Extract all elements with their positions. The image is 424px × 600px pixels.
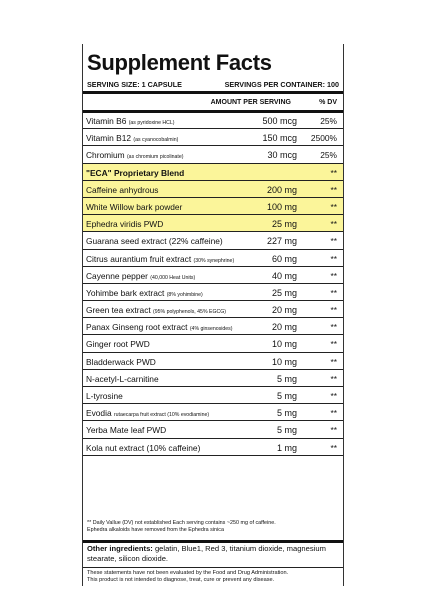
ingredient-amount: 30 mcg — [267, 150, 297, 161]
ingredient-amount: 5 mg — [276, 408, 297, 419]
ingredient-name — [86, 322, 233, 332]
ingredient-dv: ** — [330, 442, 337, 453]
ingredient-dv: 25% — [320, 150, 337, 161]
disclaimer-line: These statements have not been evaluated by the Food and Drug Administration. — [87, 570, 289, 576]
table-row — [83, 353, 343, 370]
table-row — [83, 370, 343, 387]
ingredient-name — [86, 391, 123, 401]
ingredient-note: (as cyanocobalmin) — [133, 137, 179, 144]
table-row — [83, 198, 343, 215]
ingredient-dv: ** — [330, 184, 337, 195]
ingredient-note: rutaecarpa fruit extract (10% evodiamine) — [113, 412, 210, 419]
ingredient-dv: ** — [330, 236, 337, 247]
column-header — [83, 96, 343, 110]
ingredient-name — [86, 425, 166, 435]
disclaimer — [87, 570, 339, 585]
footnote — [87, 520, 339, 534]
ingredient-name — [86, 271, 195, 281]
ingredient-label: Yohimbe bark extract — [86, 287, 165, 298]
ingredient-amount: 5 mg — [276, 373, 297, 384]
ingredient-name — [86, 150, 183, 160]
ingredient-label: Vitamin B6 — [86, 116, 127, 126]
ingredient-label: Citrus aurantium fruit extract — [86, 253, 192, 264]
ingredient-dv: ** — [330, 270, 337, 281]
ingredient-label: Yerba Mate leaf PWD — [86, 425, 167, 436]
ingredient-name — [86, 357, 156, 367]
ingredient-name — [86, 219, 163, 229]
ingredient-label: N-acetyl-L-carnitine — [86, 373, 159, 384]
ingredient-amount: 40 mg — [271, 270, 297, 281]
thick-divider — [83, 540, 343, 543]
table-row — [83, 232, 343, 249]
ingredient-amount: 25 mg — [271, 219, 297, 230]
thick-divider — [83, 91, 343, 94]
amount-header: AMOUNT PER SERVING — [210, 99, 291, 106]
ingredient-amount: 20 mg — [271, 305, 297, 316]
ingredient-dv: ** — [330, 219, 337, 230]
ingredient-name — [86, 185, 158, 195]
ingredient-dv: ** — [330, 167, 337, 178]
ingredient-label: Cayenne pepper — [86, 270, 148, 281]
ingredient-label: Chromium — [86, 150, 125, 161]
table-row — [83, 267, 343, 284]
ingredient-dv: ** — [330, 253, 337, 264]
ingredient-amount: 100 mg — [266, 201, 297, 212]
ingredient-label: "ECA" Proprietary Blend — [86, 167, 185, 178]
ingredient-dv: 2500% — [310, 133, 337, 144]
ingredient-amount: 60 mg — [271, 253, 297, 264]
ingredient-dv: ** — [330, 287, 337, 298]
ingredient-name — [86, 168, 184, 178]
ingredient-name — [86, 133, 178, 143]
ingredient-name — [86, 408, 209, 418]
ingredient-note: (as chromium picolinate) — [126, 154, 184, 161]
table-row — [83, 112, 343, 129]
servings-per-container: SERVINGS PER CONTAINER: 100 — [224, 80, 339, 89]
ingredient-label: Green tea extract — [86, 305, 151, 316]
ingredient-label: Kola nut extract (10% caffeine) — [86, 442, 201, 453]
ingredient-label: Evodia — [86, 408, 112, 419]
ingredient-label: L-tyrosine — [86, 391, 123, 401]
ingredient-name — [86, 443, 200, 453]
ingredient-name — [86, 254, 234, 264]
table-row — [83, 129, 343, 146]
table-row — [83, 421, 343, 438]
table-row — [83, 284, 343, 301]
ingredient-amount: 5 mg — [276, 425, 297, 436]
ingredient-dv: ** — [330, 373, 337, 384]
ingredient-dv: 25% — [320, 116, 337, 126]
table-row — [83, 250, 343, 267]
ingredient-name — [86, 236, 223, 246]
ingredient-amount: 25 mg — [271, 287, 297, 298]
ingredient-amount: 200 mg — [266, 184, 297, 195]
dv-header: % DV — [319, 99, 337, 106]
table-row — [83, 146, 343, 163]
ingredient-note: (as pyridoxine HCL) — [128, 120, 175, 126]
table-row — [83, 335, 343, 352]
ingredient-amount: 20 mg — [271, 322, 297, 333]
table-row — [83, 318, 343, 335]
ingredient-label: Ephedra viridis PWD — [86, 219, 164, 230]
table-row — [83, 301, 343, 318]
ingredient-dv: ** — [330, 339, 337, 350]
table-row — [83, 404, 343, 421]
ingredient-amount: 150 mcg — [262, 133, 297, 144]
ingredient-dv: ** — [330, 322, 337, 333]
ingredient-amount: 227 mg — [266, 236, 297, 247]
other-ingredients-label: Other ingredients: — [87, 544, 153, 553]
disclaimer-line: This product is not intended to diagnose, treat, cure or prevent any disease. — [87, 577, 275, 584]
label-title: Supplement Facts — [87, 50, 272, 75]
ingredient-note: (8% yohimbine) — [166, 291, 203, 298]
ingredient-note: (30% synephrine) — [193, 257, 235, 264]
ingredient-amount: 5 mg — [276, 391, 297, 401]
table-row — [83, 181, 343, 198]
ingredient-dv: ** — [330, 391, 337, 401]
ingredient-name — [86, 202, 182, 212]
ingredient-note: (4% ginsenosides) — [189, 326, 233, 333]
serving-info — [87, 80, 339, 89]
ingredient-name — [86, 116, 175, 126]
ingredient-name — [86, 288, 203, 298]
ingredient-label: Vitamin B12 — [86, 133, 132, 144]
ingredient-amount: 10 mg — [271, 356, 297, 367]
ingredient-dv: ** — [330, 305, 337, 316]
ingredient-dv: ** — [330, 201, 337, 212]
ingredient-label: Panax Ginseng root extract — [86, 322, 188, 333]
ingredient-label: Guarana seed extract (22% caffeine) — [86, 236, 223, 247]
table-row — [83, 387, 343, 404]
divider — [83, 567, 343, 568]
nutrient-table — [83, 112, 343, 456]
ingredient-amount: 10 mg — [271, 339, 297, 350]
ingredient-dv: ** — [330, 425, 337, 436]
ingredient-label: White Willow bark powder — [86, 201, 183, 212]
ingredient-name — [86, 374, 159, 384]
serving-size: SERVING SIZE: 1 CAPSULE — [87, 80, 182, 89]
footnote-line: Ephedra alkaloids have removed from the Ephedra sinica — [87, 527, 224, 533]
ingredient-label: Caffeine anhydrous — [86, 184, 159, 195]
ingredient-name — [86, 305, 226, 315]
ingredient-note: (95% polyphenols, 45% EGCG) — [153, 309, 226, 316]
ingredient-name — [86, 339, 150, 349]
table-row — [83, 164, 343, 181]
ingredient-amount: 1 mg — [276, 442, 297, 453]
ingredient-dv: ** — [330, 356, 337, 367]
other-ingredients — [87, 544, 339, 563]
ingredient-label: Bladderwack PWD — [86, 356, 156, 367]
table-row — [83, 439, 343, 456]
ingredient-note: (40,000 Heat Units) — [150, 274, 196, 281]
table-row — [83, 215, 343, 232]
ingredient-label: Ginger root PWD — [86, 339, 150, 350]
footnote-line: ** Daily Vallue (DV) not established Each serving contains ~250 mg of caffeine. — [87, 520, 276, 526]
supplement-facts-label — [82, 44, 344, 586]
other-ingredients-text: gelatin, Blue1, Red 3, titanium dioxide, magnesium stearate, silicon dioxide. — [87, 544, 326, 563]
ingredient-dv: ** — [330, 408, 337, 419]
ingredient-amount: 500 mcg — [262, 116, 297, 126]
